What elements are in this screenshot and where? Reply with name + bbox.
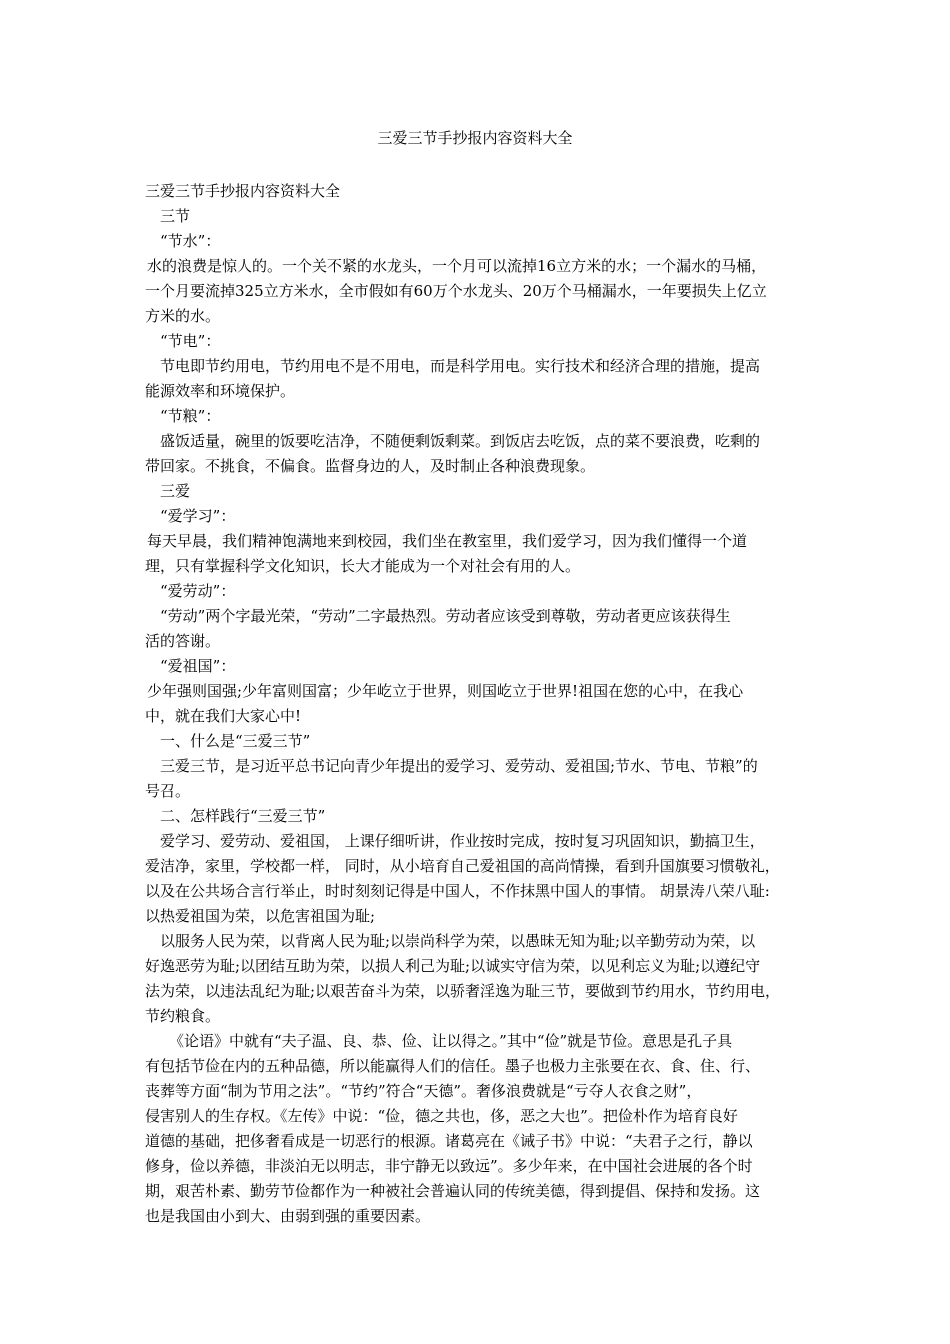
label-aixuexi: “爱学习”： xyxy=(160,507,236,525)
paragraph-line: 每天早晨，我们精神饱满地来到校园，我们坐在教室里，我们爱学习，因为我们懂得一个道 xyxy=(147,532,748,550)
paragraph-line: 好逸恶劳为耻;以团结互助为荣，以损人利己为耻;以诚实守信为荣，以见利忘义为耻;以遵纪守 xyxy=(145,957,761,975)
paragraph-line: 能源效率和环境保护。 xyxy=(145,382,296,400)
paragraph-line: 期，艰苦朴素、勤劳节俭都作为一种被社会普遍认同的传统美德，得到提倡、保持和发扬。这 xyxy=(145,1182,761,1200)
section-heading-sanjie: 三节 xyxy=(160,207,191,225)
paragraph-line: 少年强则国强;少年富则国富；少年屹立于世界，则国屹立于世界!祖国在您的心中，在我心 xyxy=(147,682,744,700)
page-title: 三爱三节手抄报内容资料大全 xyxy=(377,129,573,147)
paragraph-line: 三爱三节，是习近平总书记向青少年提出的爱学习、爱劳动、爱祖国;节水、节电、节粮”的 xyxy=(160,757,758,775)
paragraph-line: 方米的水。 xyxy=(145,307,221,325)
paragraph-line: 以服务人民为荣，以背离人民为耻;以崇尚科学为荣，以愚昧无知为耻;以辛勤劳动为荣，以 xyxy=(160,932,756,950)
label-ailaodong: “爱劳动”： xyxy=(160,582,236,600)
paragraph-line: 以热爱祖国为荣，以危害祖国为耻; xyxy=(145,907,376,925)
paragraph-line: 丧葬等方面“制为节用之法”。“节约”符合“天德”。奢侈浪费就是“亏夺人衣食之财”， xyxy=(145,1082,702,1100)
paragraph-line: 爱洁净，家里，学校都一样， 同时，从小培育自己爱祖国的高尚情操，看到升国旗要习惯敬礼， xyxy=(145,857,780,875)
paragraph-line: 水的浪费是惊人的。一个关不紧的水龙头，一个月可以流掉16立方米的水；一个漏水的马桶， xyxy=(147,257,767,275)
document-heading: 三爱三节手抄报内容资料大全 xyxy=(145,182,341,200)
paragraph-line: 节电即节约用电，节约用电不是不用电，而是科学用电。实行技术和经济合理的措施，提高 xyxy=(160,357,761,375)
section-heading-sanai: 三爱 xyxy=(160,482,191,500)
paragraph-line: 节约粮食。 xyxy=(145,1007,221,1025)
paragraph-line: “劳动”两个字最光荣，“劳动”二字最热烈。劳动者应该受到尊敬，劳动者更应该获得生 xyxy=(160,607,731,625)
question-heading-2: 二、怎样践行“三爱三节” xyxy=(160,807,326,825)
paragraph-line: 理，只有掌握科学文化知识，长大才能成为一个对社会有用的人。 xyxy=(145,557,581,575)
document-body xyxy=(145,179,810,1229)
paragraph-line: 一个月要流掉325立方米水，全市假如有60万个水龙头、20万个马桶漏水，一年要损失上亿立 xyxy=(145,282,767,300)
label-jiedian: “节电”： xyxy=(160,332,221,350)
paragraph-line: 活的答谢。 xyxy=(145,632,221,650)
question-heading-1: 一、什么是“三爱三节” xyxy=(160,732,311,750)
paragraph-line: 中，就在我们大家心中! xyxy=(145,707,302,725)
label-jieliang: “节粮”： xyxy=(160,407,221,425)
paragraph-line: 号召。 xyxy=(145,782,191,800)
label-aizuguo: “爱祖国”： xyxy=(160,657,236,675)
paragraph-line: 法为荣，以违法乱纪为耻;以艰苦奋斗为荣，以骄奢淫逸为耻三节，要做到节约用水，节约用电， xyxy=(145,982,781,1000)
paragraph-line: 有包括节俭在内的五种品德，所以能赢得人们的信任。墨子也极力主张要在衣、食、住、行、 xyxy=(145,1057,761,1075)
paragraph-line: 带回家。不挑食，不偏食。监督身边的人，及时制止各种浪费现象。 xyxy=(145,457,596,475)
label-jieshui: “节水”： xyxy=(160,232,221,250)
paragraph-line: 侵害别人的生存权。《左传》中说：“俭，德之共也，侈，恶之大也”。把俭朴作为培育良好 xyxy=(145,1107,738,1125)
paragraph-line: 道德的基础，把侈奢看成是一切恶行的根源。诸葛亮在《诫子书》中说：“夫君子之行，静以 xyxy=(145,1132,753,1150)
paragraph-line: 爱学习、爱劳动、爱祖国， 上课仔细听讲，作业按时完成，按时复习巩固知识，勤搞卫生， xyxy=(160,832,765,850)
paragraph-line: 修身，俭以养德，非淡泊无以明志，非宁静无以致远”。多少年来，在中国社会进展的各个时 xyxy=(145,1157,753,1175)
paragraph-line: 盛饭适量，碗里的饭要吃洁净，不随便剩饭剩菜。到饭店去吃饭，点的菜不要浪费，吃剩的 xyxy=(160,432,761,450)
paragraph-line: 以及在公共场合言行举止，时时刻刻记得是中国人，不作抹黑中国人的事情。 胡景涛八荣八耻: xyxy=(145,882,770,900)
paragraph-line: 《论语》中就有“夫子温、良、恭、俭、让以得之。”其中“俭”就是节俭。意思是孔子具 xyxy=(169,1032,733,1050)
paragraph-line: 也是我国由小到大、由弱到强的重要因素。 xyxy=(145,1207,431,1225)
